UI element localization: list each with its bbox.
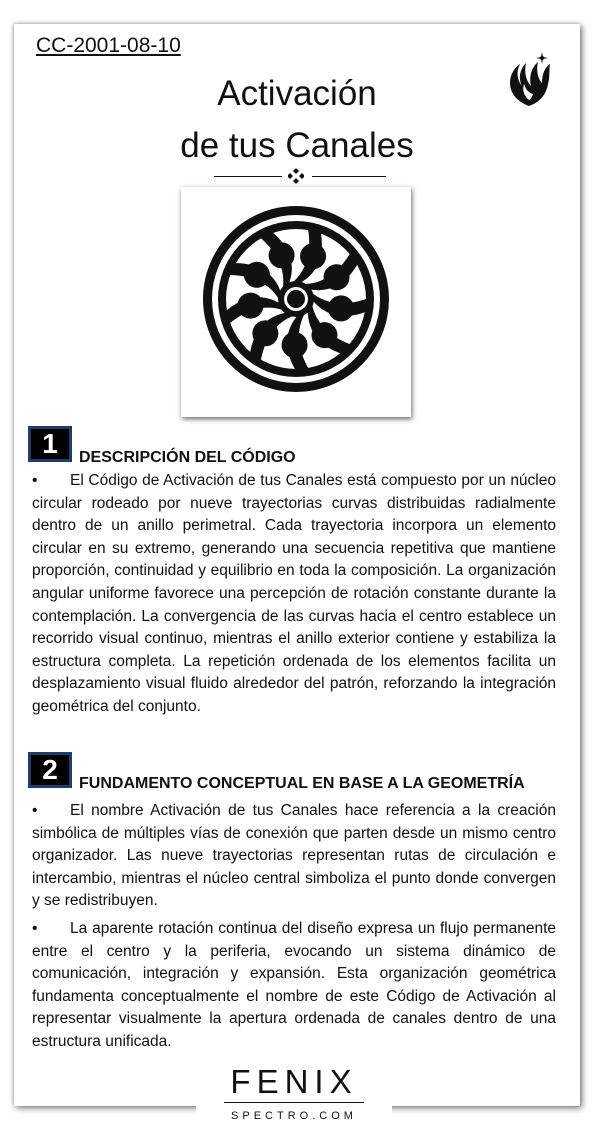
emblem-frame <box>181 187 411 417</box>
brand-website: SPECTRO.COM <box>231 1110 357 1122</box>
section-2-bullet-1 <box>32 800 556 913</box>
ornament-line-left <box>214 176 282 177</box>
brand-logo: FENIX <box>230 1063 358 1100</box>
bullet-marker: • <box>32 920 38 937</box>
ornament-line-right <box>312 176 386 177</box>
diamond-ornament-icon <box>288 168 304 184</box>
section-title-2: FUNDAMENTO CONCEPTUAL EN BASE A LA GEOMETRÍA <box>79 775 525 792</box>
section-number-2: 2 <box>28 752 72 788</box>
bullet-marker: • <box>32 802 38 819</box>
emblem-core <box>287 290 305 308</box>
section-2-bullet-2 <box>32 918 556 1054</box>
bullet-marker: • <box>32 472 38 489</box>
section-2-text-1: El nombre Activación de tus Canales hace referencia a la creación simbólica de múltiples vías de conexión que parten desde un mismo centro organizador. Las nueve trayectorias representan rutas de circulación e intercambio, mientras el núcleo central simboliza el punto donde convergen y se redistribuyen. <box>32 802 556 910</box>
section-2-text-2: La aparente rotación continua del diseño expresa un flujo permanente entre el centro y la periferia, evocando un sistema dinámico de comunicación, integración y expansión. Esta organización geométrica fundamenta conceptualmente el nombre de este Código de Activación al representar visualmente la apertura ordenada de canales dentro de una estructura unificada. <box>32 920 556 1050</box>
section-1-text: El Código de Activación de tus Canales está compuesto por un núcleo circular rodeado por nueve trayectorias curvas distribuidas radialmente dentro de un anillo perimetral. Cada trayectoria incorpora un elemento circular en su extremo, generando una secuencia repetitiva que mantiene proporción, continuidad y equilibrio en toda la composición. La organización angular uniforme favorece una percepción de rotación constante durante la contemplación. La convergencia de las curvas hacia el centro establece un recorrido visual continuo, mientras el anillo exterior contiene y estabiliza la estructura completa. La repetición ordenada de los elementos facilita un desplazamiento visual fluido alrededor del patrón, reforzando la integración geométrica del conjunto. <box>32 472 556 715</box>
brand-divider <box>224 1102 364 1103</box>
section-1-bullet-1 <box>32 470 556 719</box>
page-title-line1: Activación <box>217 74 377 113</box>
channels-emblem-icon <box>181 187 411 417</box>
emblem-channel-ball <box>300 243 326 269</box>
section-number-1: 1 <box>28 426 72 462</box>
page-title-line2: de tus Canales <box>180 126 414 165</box>
code-id: CC-2001-08-10 <box>36 34 181 57</box>
section-title-1: DESCRIPCIÓN DEL CÓDIGO <box>79 449 296 466</box>
